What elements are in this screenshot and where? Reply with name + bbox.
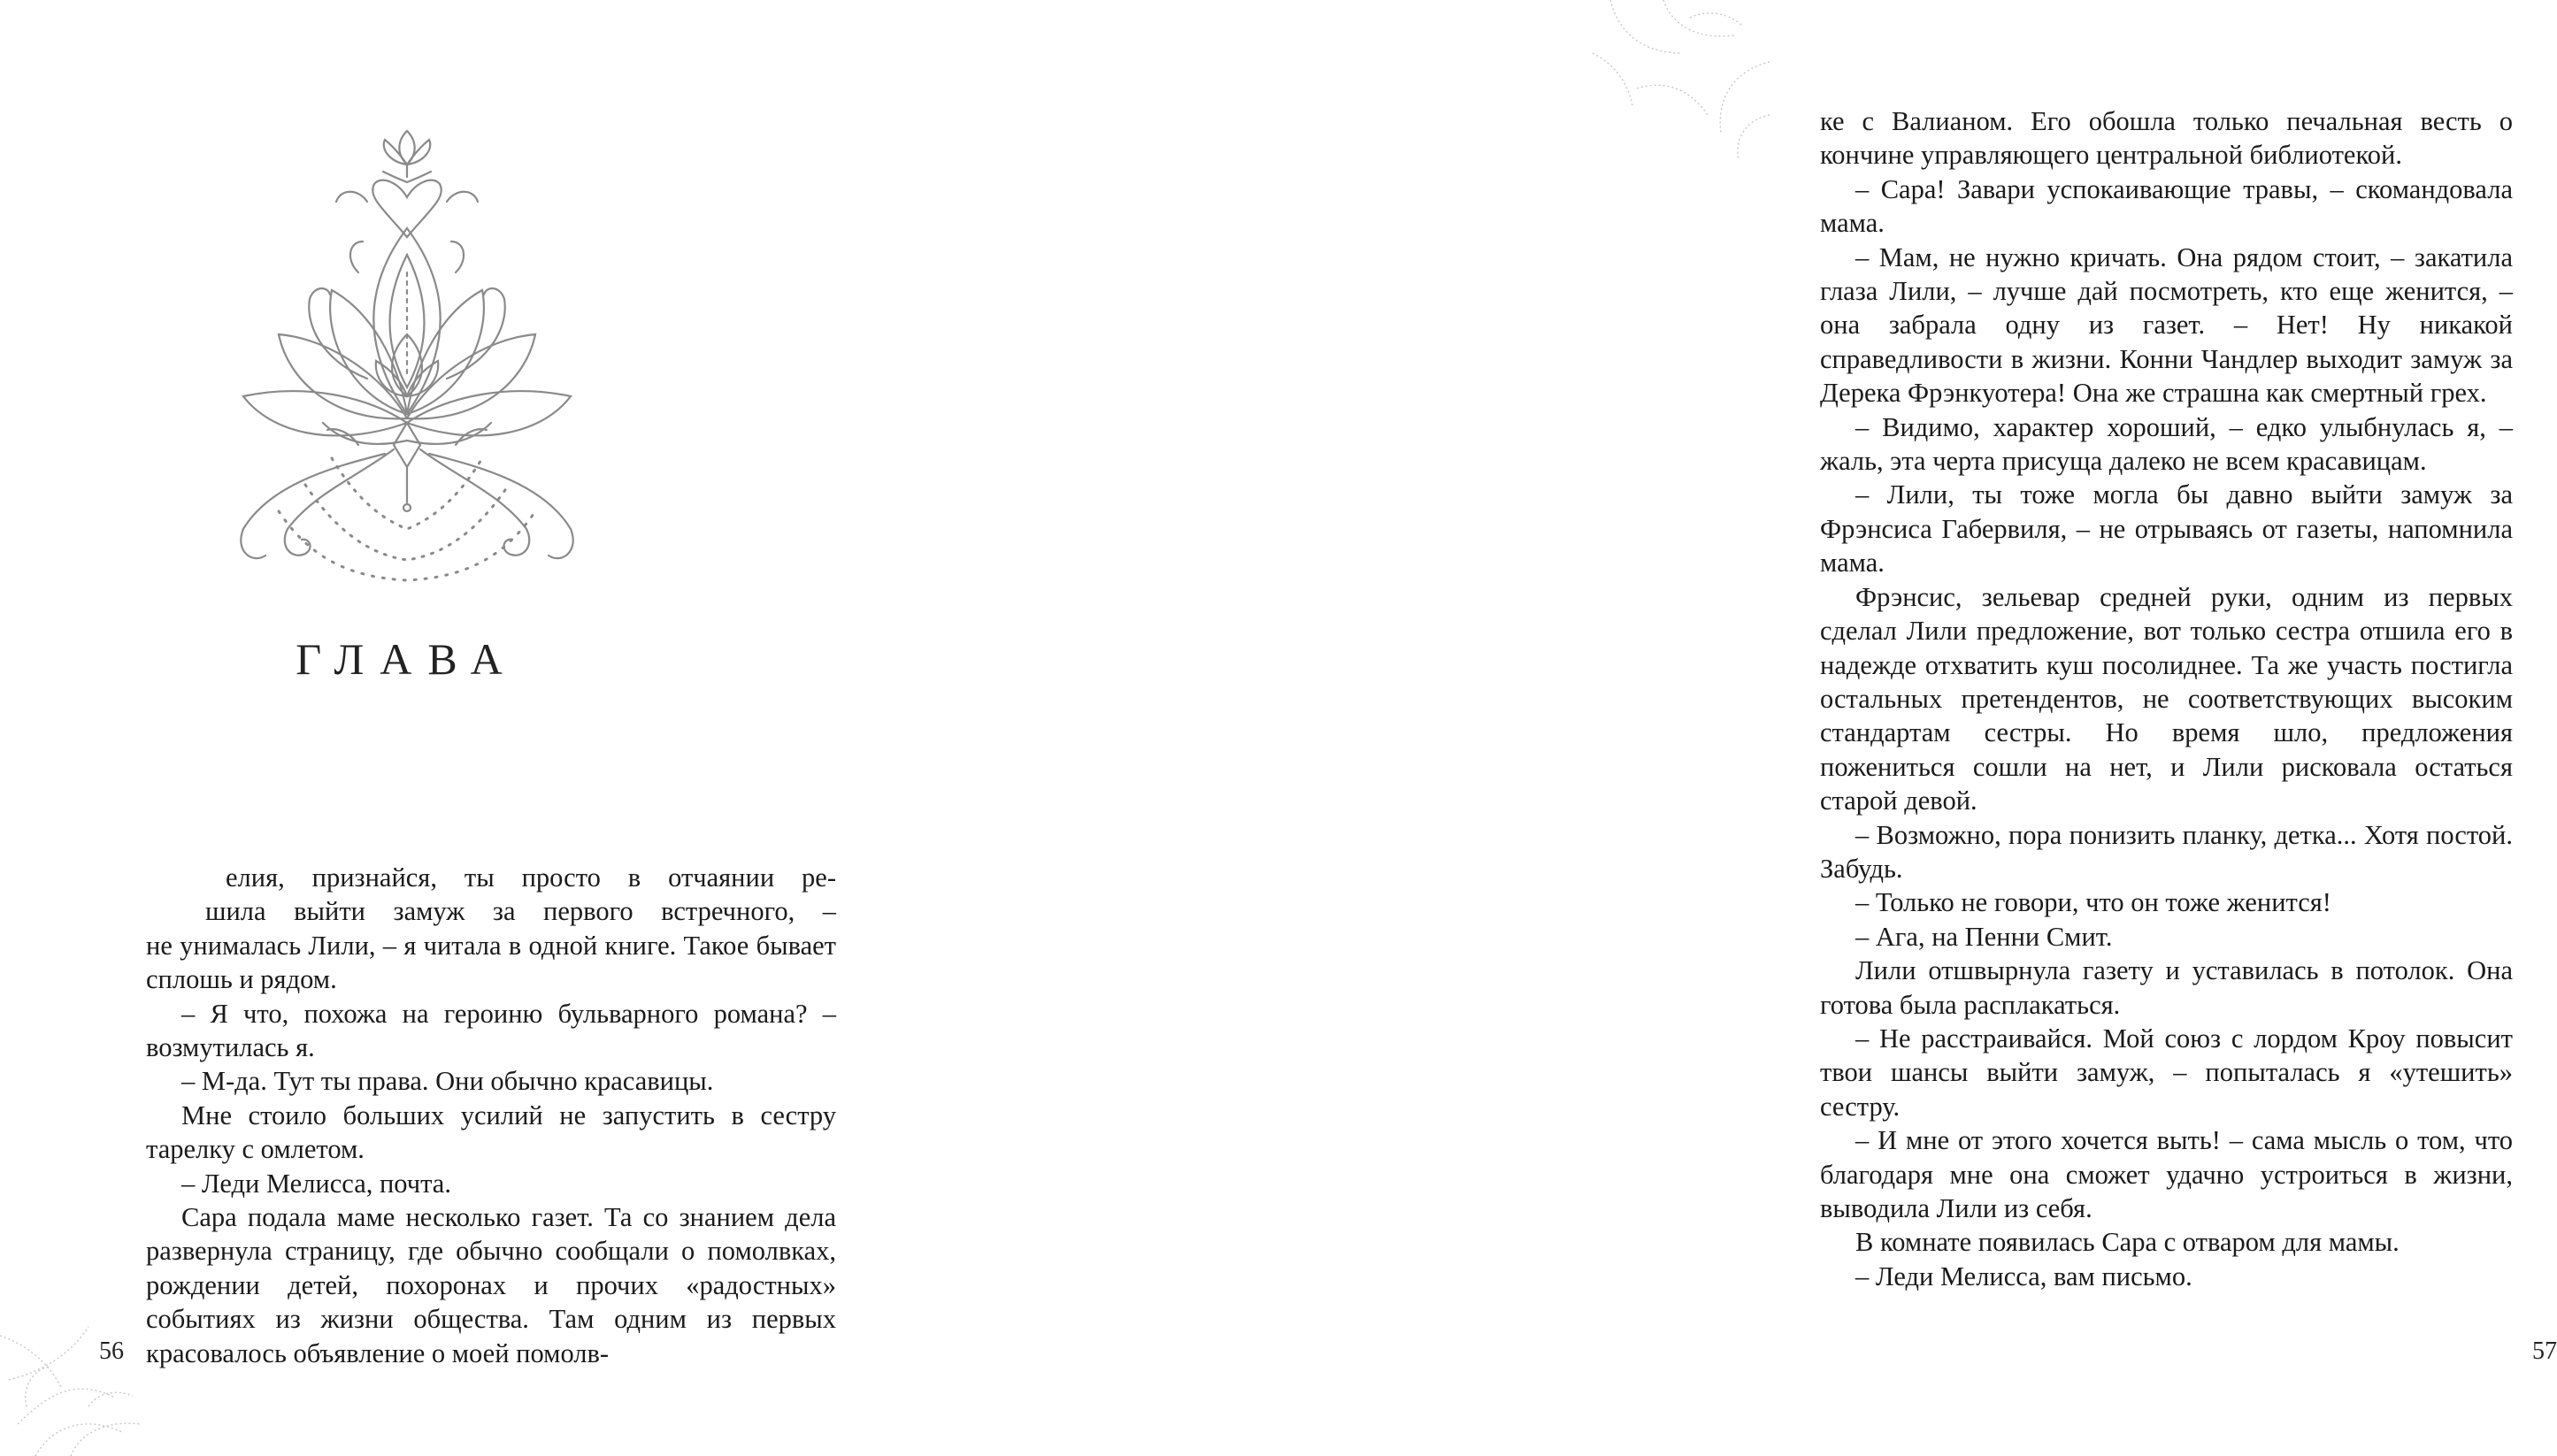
paragraph: ке с Валианом. Его обошла только печальная весть о кончине управляющего центральной библиотекой. <box>1820 106 2513 171</box>
paragraph: Лили отшвырнула газету и уставилась в потолок. Она готова была расплакаться. <box>1820 955 2513 1020</box>
paragraph: Фрэнсис, зельевар средней руки, одним из первых сделал Лили предложение, вот только сестра отшила его в надежде отхватить куш посолиднее. Та же участь постигла остальных претендентов, не соответствующих высоким стандартам сестры. Но время шло, предложения пожениться сошли на нет, и Лили рисковала остаться старой девой. <box>1820 581 2513 816</box>
chapter-title: ГЛАВА <box>296 634 518 684</box>
paragraph: – Видимо, характер хороший, – едко улыбнулась я, – жаль, эта черта присуща далеко не всем красавицам. <box>1820 411 2513 477</box>
paragraph: – Мам, не нужно кричать. Она рядом стоит, – закатила глаза Лили, – лучше дай посмотреть, кто еще женится, – она забрала одну из газет. – Нет! Ну никакой справедливости в жизни. Конни Чандлер выходит замуж за Дерека Фрэнкуотера! Она же страшна как смертный грех. <box>1820 241 2513 409</box>
page-number-left: 56 <box>99 1337 124 1365</box>
right-page-text <box>1820 104 2513 1293</box>
paragraph: не унималась Лили, – я читала в одной книге. Такое бывает сплошь и рядом. <box>146 930 836 995</box>
paragraph: – Леди Мелисса, вам письмо. <box>1855 1261 2192 1291</box>
paragraph: – Ага, на Пенни Смит. <box>1855 921 2113 952</box>
lotus-ornament-icon <box>226 113 588 591</box>
left-page-text <box>146 861 836 1370</box>
paragraph: – Я что, похожа на героиню бульварного романа? – возмутилась я. <box>146 998 836 1063</box>
paragraph: Сара подала маме несколько газет. Та со знанием дела развернула страницу, где обычно сообщали о помолвках, рождении детей, похоронах и прочих «радостных» событиях из жизни общества. Там одним из первых красовалось объявление о моей помолв- <box>146 1202 836 1368</box>
paragraph: – Сара! Завари успокаивающие травы, – скомандовала мама. <box>1820 173 2513 239</box>
left-page <box>0 0 885 1456</box>
page-number-right: 57 <box>2532 1337 2557 1365</box>
snowflake-decoration-icon <box>1557 0 1770 159</box>
paragraph: – Только не говори, что он тоже женится! <box>1855 887 2331 918</box>
paragraph: – М-да. Тут ты права. Они обычно красавицы. <box>181 1066 714 1097</box>
paragraph: В комнате появилась Сара с отваром для мамы. <box>1855 1227 2400 1258</box>
paragraph: – Возможно, пора понизить планку, детка... Хотя постой. Забудь. <box>1820 819 2513 884</box>
paragraph: шила выйти замуж за первого встречного, – <box>205 896 836 927</box>
paragraph: – Лили, ты тоже могла бы давно выйти замуж за Фрэнсиса Габервиля, – не отрываясь от газеты, напомнила мама. <box>1820 479 2513 579</box>
paragraph: – Леди Мелисса, почта. <box>181 1168 451 1199</box>
paragraph: елия, признайся, ты просто в отчаянии ре- <box>226 862 836 893</box>
paragraph: – Не расстраивайся. Мой союз с лордом Кроу повысит твои шансы выйти замуж, – попыталась я «утешить» сестру. <box>1820 1023 2513 1122</box>
right-page <box>885 0 2557 1456</box>
snowflake-decoration-icon <box>0 1247 212 1456</box>
paragraph: – И мне от этого хочется выть! – сама мысль о том, что благодаря мне она сможет удачно устроиться в жизни, выводила Лили из себя. <box>1820 1125 2513 1223</box>
paragraph: Мне стоило больших усилий не запустить в сестру тарелку с омлетом. <box>146 1100 836 1165</box>
